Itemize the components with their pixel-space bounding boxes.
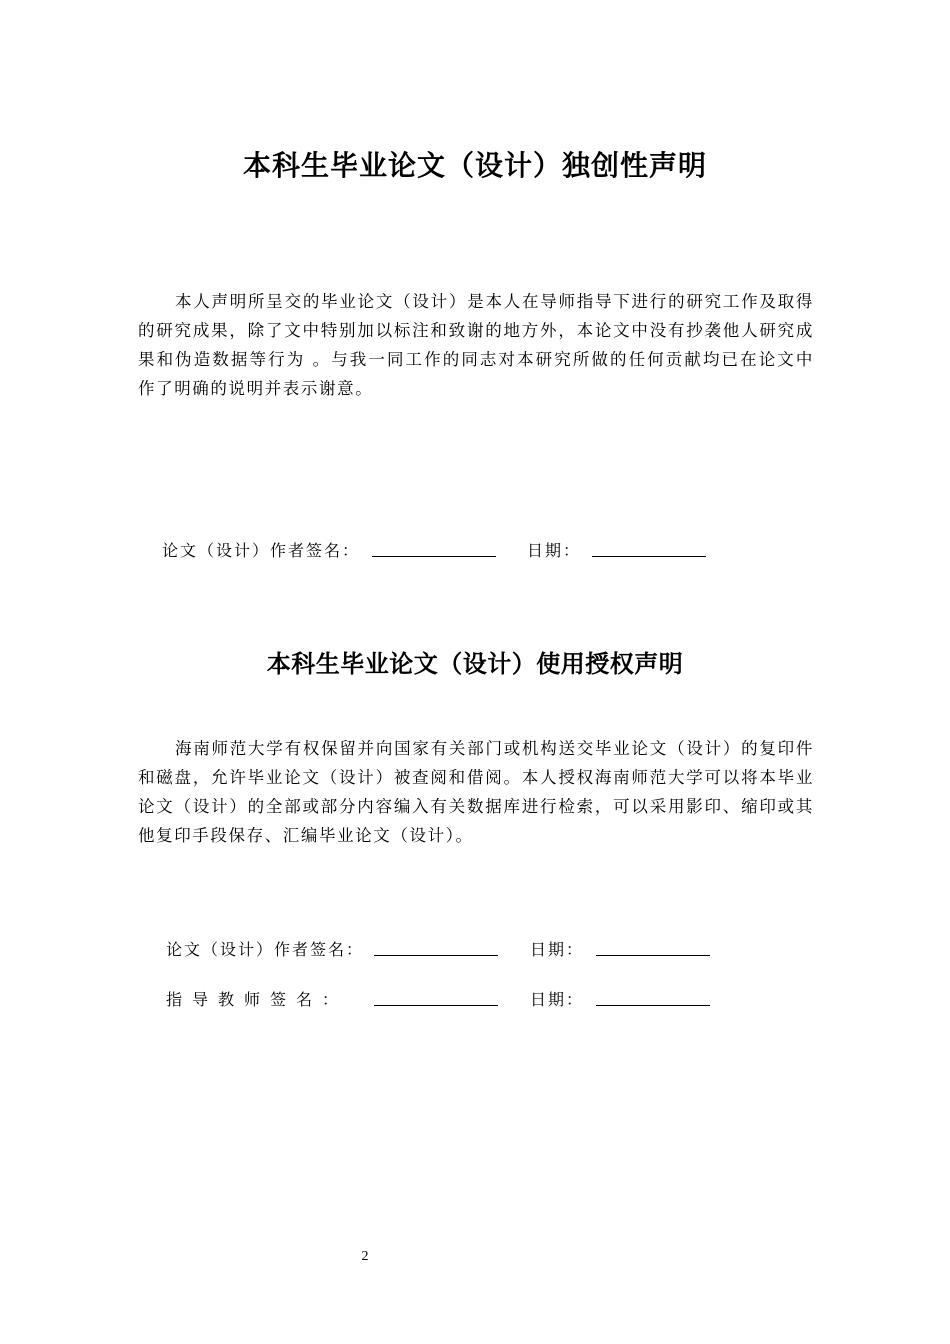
originality-declaration-title: 本科生毕业论文（设计）独创性声明 <box>242 149 707 182</box>
authorization-declaration-text: 海南师范大学有权保留并向国家有关部门或机构送交毕业论文（设计）的复印件和磁盘，允许毕业论文（设计）被查阅和借阅。本人授权海南师范大学可以将本毕业论文（设计）的全部或部分内容编入有关数据库进行检索，可以采用影印、缩印或其他复印手段保存、汇编毕业论文（设计）。 <box>138 739 814 845</box>
advisor-signature-label: 指导教师签名： <box>166 990 349 1009</box>
author-signature-label: 论文（设计）作者签名： <box>166 940 365 959</box>
page-number: 2 <box>361 1249 369 1264</box>
advisor-signature-row <box>166 987 726 1009</box>
date-label: 日期： <box>527 541 582 560</box>
date-label: 日期： <box>530 940 585 959</box>
date-blank[interactable] <box>596 937 710 956</box>
date-blank[interactable] <box>592 538 706 557</box>
authorization-declaration-title: 本科生毕业论文（设计）使用授权声明 <box>266 650 684 678</box>
date-blank[interactable] <box>596 987 710 1006</box>
advisor-signature-blank[interactable] <box>374 987 498 1006</box>
date-label: 日期： <box>530 990 585 1009</box>
author-signature-row-1 <box>162 538 722 560</box>
author-signature-row-2 <box>166 937 726 959</box>
author-signature-blank[interactable] <box>372 538 496 557</box>
author-signature-label: 论文（设计）作者签名： <box>162 541 361 560</box>
originality-declaration-text: 本人声明所呈交的毕业论文（设计）是本人在导师指导下进行的研究工作及取得的研究成果，除了文中特别加以标注和致谢的地方外，本论文中没有抄袭他人研究成果和伪造数据等行为 。与我一同工作的同志对本研究所做的任何贡献均已在论文中作了明确的说明并表示谢意。 <box>138 292 814 398</box>
author-signature-blank[interactable] <box>374 937 498 956</box>
